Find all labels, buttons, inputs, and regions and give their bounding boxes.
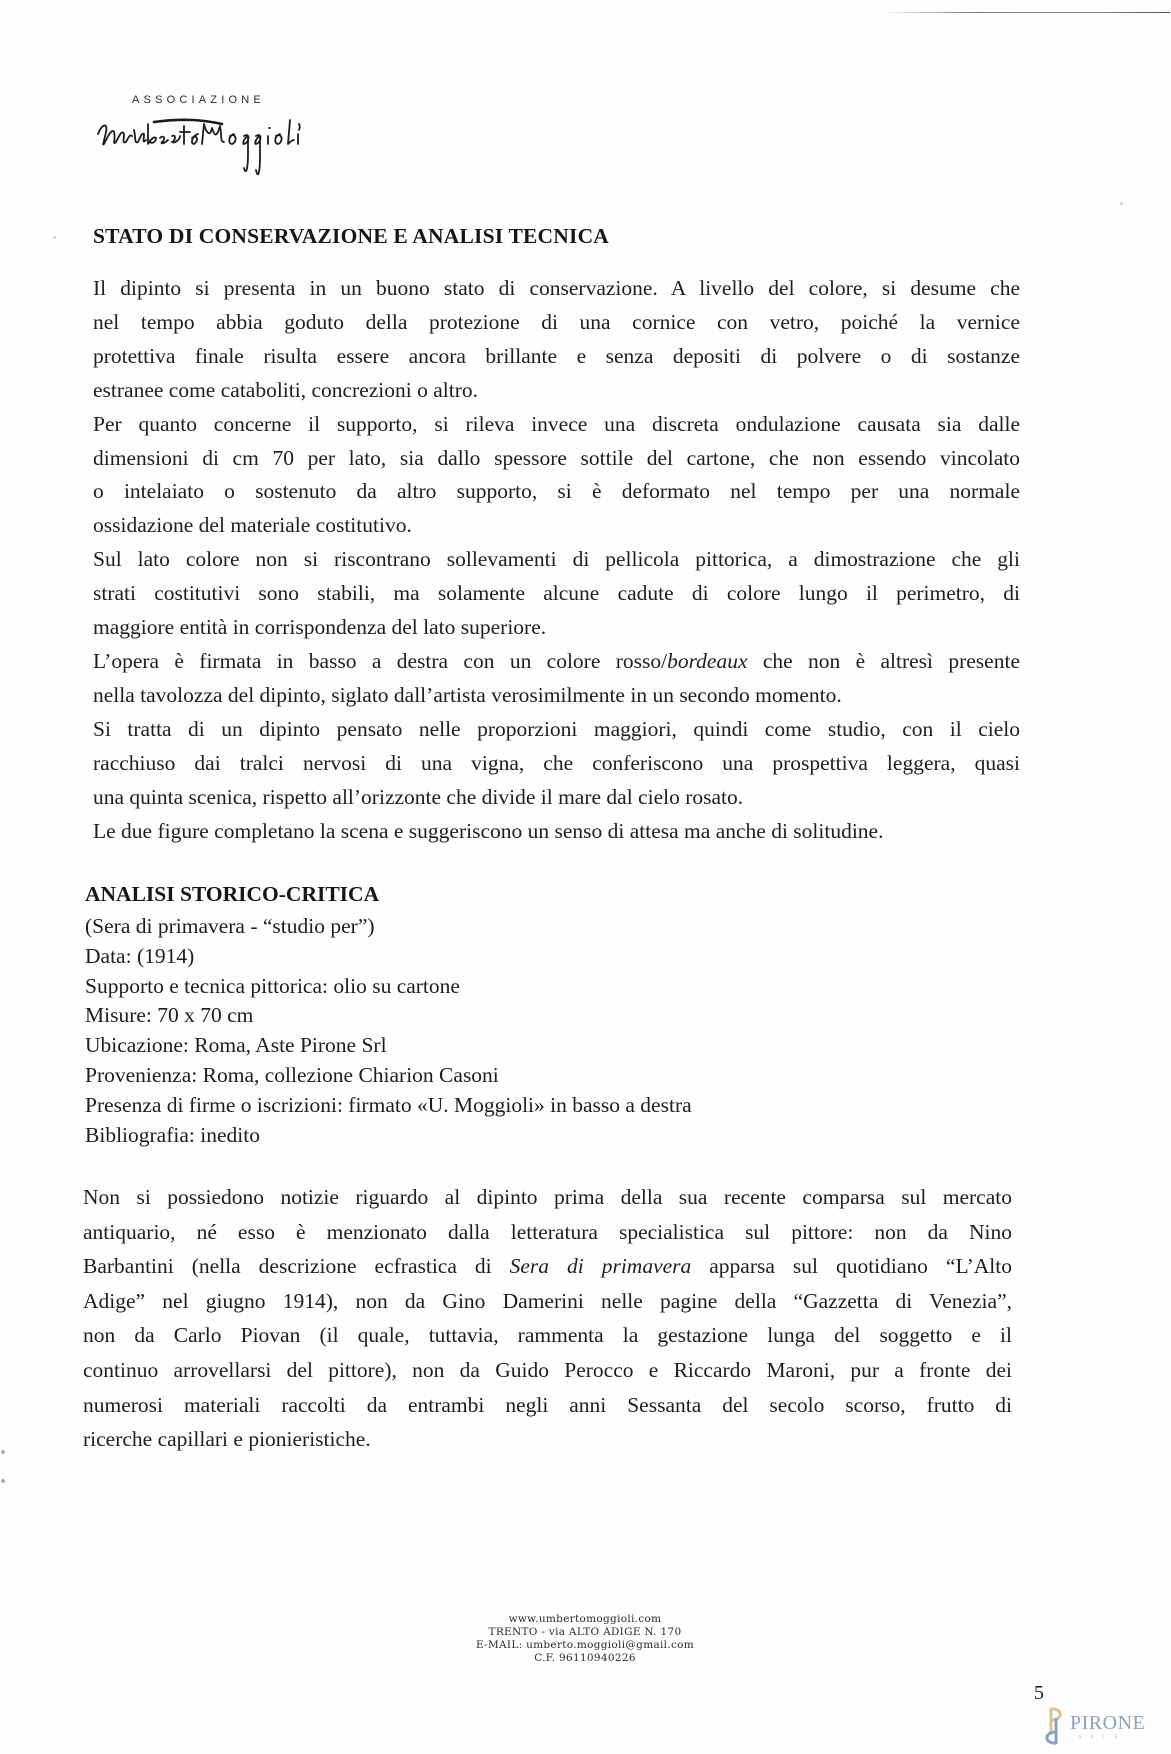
analysis-heading: ANALISI STORICO-CRITICA — [85, 882, 380, 906]
scan-speck — [1, 1450, 5, 1454]
field-value: 70 x 70 cm — [157, 1003, 254, 1028]
field-label: Bibliografia: — [85, 1122, 195, 1147]
history-body — [83, 1180, 1012, 1457]
field-label: Ubicazione: — [85, 1033, 189, 1058]
text-segment: apparsa sul quotidiano “L’Alto — [691, 1254, 1012, 1279]
field-technique — [85, 972, 692, 1002]
history-line — [83, 1422, 1012, 1457]
letterhead-footer — [420, 1613, 750, 1665]
history-line — [83, 1388, 1012, 1423]
field-location — [85, 1031, 692, 1061]
history-line — [83, 1215, 1012, 1250]
conservation-line — [93, 645, 1020, 679]
field-value: Roma, collezione Chiarion Casoni — [202, 1062, 499, 1087]
text-segment: ricerche capillari e pionieristiche. — [83, 1427, 371, 1452]
field-dimensions — [85, 1001, 692, 1031]
field-value: inedito — [200, 1122, 260, 1147]
conservation-line — [93, 713, 1020, 747]
association-logo — [94, 92, 334, 192]
footer-tax-code: C.F. 96110940226 — [534, 1652, 636, 1664]
footer-email-link[interactable]: E-MAIL: umberto.moggioli@gmail.com — [475, 1639, 695, 1651]
field-provenance — [85, 1061, 692, 1091]
footer-address: TRENTO - via ALTO ADIGE N. 170 — [488, 1626, 682, 1638]
text-segment: maggiore entità in corrispondenza del lato superiore. — [93, 615, 547, 640]
text-segment: protettiva finale risulta essere ancora brillante e senza depositi di polvere o di sostanze — [93, 343, 1020, 368]
history-line — [83, 1318, 1012, 1353]
association-label: ASSOCIAZIONE — [132, 94, 265, 106]
history-line — [83, 1284, 1012, 1319]
scan-speck — [1120, 202, 1123, 205]
conservation-line — [93, 781, 1020, 815]
scan-speck — [53, 236, 56, 239]
text-segment: che non è altresì presente — [747, 648, 1020, 673]
field-label: Supporto e tecnica pittorica: — [85, 973, 328, 998]
field-label: Presenza di firme o iscrizioni: — [85, 1092, 343, 1117]
pirone-monogram-icon — [1042, 1706, 1068, 1746]
text-segment: Le due figure completano la scena e suggeriscono un senso di attesa ma anche di solitudine. — [93, 818, 884, 843]
conservation-line — [93, 611, 1020, 645]
text-segment: strati costitutivi sono stabili, ma solamente alcune cadute di colore lungo il perimetro, di — [93, 581, 1020, 606]
text-segment: estranee come cataboliti, concrezioni o altro. — [93, 377, 479, 402]
field-bibliography — [85, 1121, 692, 1151]
field-date — [85, 942, 692, 972]
text-segment: Non si possiedono notizie riguardo al dipinto prima della sua recente comparsa sul mercato — [83, 1185, 1012, 1209]
conservation-line — [93, 747, 1020, 781]
analysis-details — [85, 912, 692, 1150]
conservation-line — [93, 408, 1020, 442]
page-number: 5 — [1034, 1682, 1044, 1704]
text-segment: Si tratta di un dipinto pensato nelle proporzioni maggiori, quindi come studio, con il cielo — [93, 716, 1020, 741]
text-segment: Barbantini (nella descrizione ecfrastica di — [83, 1254, 510, 1279]
field-label: Provenienza: — [85, 1062, 198, 1087]
artwork-subtitle: (Sera di primavera - “studio per”) — [85, 914, 375, 938]
pirone-watermark — [1042, 1706, 1171, 1750]
conservation-line — [93, 272, 1020, 306]
conservation-line — [93, 374, 1020, 408]
text-segment: o intelaiato o sostenuto da altro supporto, si è deformato nel tempo per una normale — [93, 479, 1020, 504]
conservation-line — [93, 509, 1020, 543]
field-label: Data: — [85, 943, 132, 968]
conservation-line — [93, 815, 1020, 849]
history-line — [83, 1180, 1012, 1215]
text-segment: nella tavolozza del dipinto, siglato dall’artista verosimilmente in un secondo momento. — [93, 682, 842, 707]
italic-text: Sera di primavera — [509, 1254, 692, 1279]
history-line — [83, 1353, 1012, 1388]
pirone-sub: ASTE — [1078, 1735, 1127, 1740]
conservation-line — [93, 475, 1020, 509]
text-segment: numerosi materiali raccolti da entrambi negli anni Sessanta del secolo scorso, frutto di — [83, 1392, 1012, 1417]
text-segment: Il dipinto si presenta in un buono stato di conservazione. A livello del colore, si desume che — [93, 276, 1020, 300]
text-segment: ossidazione del materiale costitutivo. — [93, 513, 412, 538]
text-segment: una quinta scenica, rispetto all’orizzonte che divide il mare dal cielo rosato. — [93, 784, 744, 809]
field-value: olio su cartone — [333, 973, 460, 998]
text-segment: dimensioni di cm 70 per lato, sia dallo spessore sottile del cartone, che non essendo vincolato — [93, 445, 1020, 470]
footer-website-link[interactable]: www.umbertomoggioli.com — [508, 1613, 662, 1625]
conservation-body — [93, 272, 1020, 848]
text-segment: antiquario, né esso è menzionato dalla letteratura specialistica sul pittore: non da Nino — [83, 1219, 1012, 1244]
field-signatures — [85, 1091, 692, 1121]
text-segment: non da Carlo Piovan (il quale, tuttavia, rammenta la gestazione lunga del soggetto e il — [83, 1323, 1012, 1348]
conservation-line — [93, 577, 1020, 611]
conservation-line — [93, 340, 1020, 374]
conservation-line — [93, 543, 1020, 577]
field-label: Misure: — [85, 1003, 152, 1028]
conservation-line — [93, 679, 1020, 713]
scan-speck — [1, 1479, 5, 1483]
history-line — [83, 1249, 1012, 1284]
field-value: (1914) — [136, 943, 195, 968]
text-segment: Sul lato colore non si riscontrano sollevamenti di pellicola pittorica, a dimostrazione che gli — [93, 547, 1020, 572]
conservation-heading: STATO DI CONSERVAZIONE E ANALISI TECNICA — [93, 224, 610, 248]
signature-logo-icon — [94, 110, 309, 185]
scan-top-rule — [888, 12, 1170, 13]
conservation-line — [93, 306, 1020, 340]
text-segment: Per quanto concerne il supporto, si rileva invece una discreta ondulazione causata sia dalle — [93, 411, 1020, 436]
field-value: Roma, Aste Pirone Srl — [194, 1033, 387, 1058]
text-segment: nel tempo abbia goduto della protezione di una cornice con vetro, poiché la vernice — [93, 309, 1020, 334]
italic-text: bordeaux — [667, 648, 748, 673]
field-value: firmato «U. Moggioli» in basso a destra — [348, 1092, 692, 1117]
text-segment: L’opera è firmata in basso a destra con un colore rosso/ — [93, 648, 668, 673]
text-segment: continuo arrovellarsi del pittore), non da Guido Perocco e Riccardo Maroni, pur a fronte dei — [83, 1357, 1012, 1382]
pirone-brand: PIRONE — [1070, 1712, 1146, 1734]
conservation-line — [93, 442, 1020, 476]
text-segment: racchiuso dai tralci nervosi di una vigna, che conferiscono una prospettiva leggera, quasi — [93, 750, 1020, 775]
text-segment: Adige” nel giugno 1914), non da Gino Damerini nelle pagine della “Gazzetta di Venezia”, — [83, 1288, 1012, 1313]
